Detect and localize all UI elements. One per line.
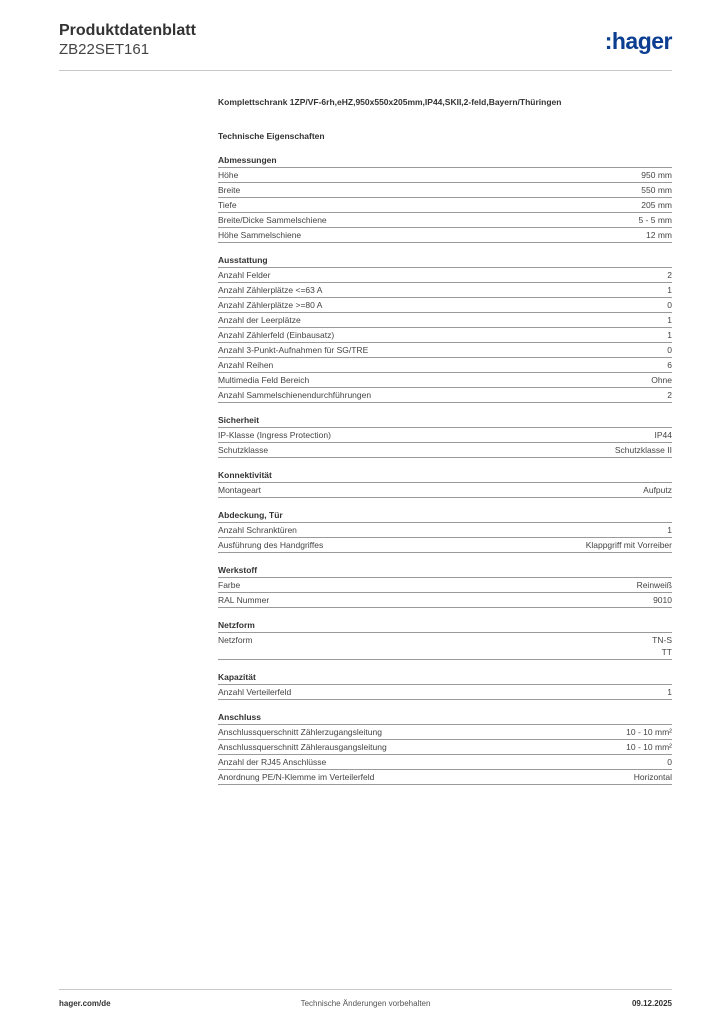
spec-label: Montageart <box>218 485 261 495</box>
section-title: Konnektivität <box>218 468 672 483</box>
spec-value: 6 <box>667 360 672 370</box>
spec-values <box>615 444 672 456</box>
section-title: Sicherheit <box>218 413 672 428</box>
spec-values <box>667 299 672 311</box>
spec-values <box>667 756 672 768</box>
spec-value: 0 <box>667 345 672 355</box>
spec-row <box>218 633 672 660</box>
footer-disclaimer: Technische Änderungen vorbehalten <box>300 999 431 1008</box>
section-title: Netzform <box>218 618 672 633</box>
spec-row <box>218 358 672 373</box>
spec-value: Ohne <box>651 375 672 385</box>
spec-values <box>637 579 672 591</box>
spec-row <box>218 283 672 298</box>
spec-value: 1 <box>667 315 672 325</box>
spec-value: 1 <box>667 525 672 535</box>
spec-label: Anzahl Felder <box>218 270 271 280</box>
spec-value: 1 <box>667 330 672 340</box>
spec-section <box>218 468 672 498</box>
spec-value: 9010 <box>653 595 672 605</box>
spec-row <box>218 183 672 198</box>
spec-content <box>218 95 672 785</box>
spec-values <box>646 229 672 241</box>
spec-values <box>667 524 672 536</box>
spec-values <box>626 741 672 753</box>
spec-row <box>218 343 672 358</box>
spec-row <box>218 578 672 593</box>
spec-value: 0 <box>667 757 672 767</box>
spec-section <box>218 670 672 700</box>
spec-value: Horizontal <box>633 772 672 782</box>
document-title: Produktdatenblatt <box>59 22 196 39</box>
spec-value: 205 mm <box>641 200 672 210</box>
spec-row <box>218 268 672 283</box>
spec-values <box>641 169 672 181</box>
spec-values <box>667 344 672 356</box>
spec-row <box>218 725 672 740</box>
spec-label: Anzahl Verteilerfeld <box>218 687 292 697</box>
spec-label: Anzahl 3-Punkt-Aufnahmen für SG/TRE <box>218 345 369 355</box>
spec-row <box>218 770 672 785</box>
spec-row <box>218 213 672 228</box>
spec-values <box>653 594 672 606</box>
spec-row <box>218 538 672 553</box>
spec-row <box>218 428 672 443</box>
spec-label: Anzahl Reihen <box>218 360 274 370</box>
spec-value: 12 mm <box>646 230 672 240</box>
spec-label: Höhe Sammelschiene <box>218 230 302 240</box>
spec-label: Anzahl Zählerplätze >=80 A <box>218 300 323 310</box>
spec-value: 0 <box>667 300 672 310</box>
spec-value: 1 <box>667 687 672 697</box>
spec-label: Anzahl der Leerplätze <box>218 315 301 325</box>
spec-row <box>218 168 672 183</box>
spec-label: Tiefe <box>218 200 237 210</box>
spec-values <box>641 184 672 196</box>
spec-values <box>641 199 672 211</box>
spec-values <box>651 374 672 386</box>
spec-values <box>655 429 673 441</box>
product-code: ZB22SET161 <box>59 41 150 58</box>
spec-label: Netzform <box>218 635 253 645</box>
spec-value: 550 mm <box>641 185 672 195</box>
spec-label: Anzahl der RJ45 Anschlüsse <box>218 757 327 767</box>
spec-section <box>218 253 672 403</box>
spec-section <box>218 710 672 785</box>
spec-label: Anzahl Sammelschienendurchführungen <box>218 390 372 400</box>
spec-section <box>218 508 672 553</box>
spec-label: Höhe <box>218 170 239 180</box>
spec-values <box>643 484 672 496</box>
spec-row <box>218 740 672 755</box>
spec-value: 2 <box>667 390 672 400</box>
spec-values <box>667 269 672 281</box>
spec-label: IP-Klasse (Ingress Protection) <box>218 430 331 440</box>
section-title: Kapazität <box>218 670 672 685</box>
spec-label: Schutzklasse <box>218 445 269 455</box>
spec-row <box>218 228 672 243</box>
spec-section <box>218 153 672 243</box>
spec-row <box>218 298 672 313</box>
spec-values <box>626 726 672 738</box>
section-title: Abmessungen <box>218 153 672 168</box>
spec-value: Klappgriff mit Vorreiber <box>585 540 672 550</box>
spec-row <box>218 685 672 700</box>
spec-value: TT <box>661 647 672 657</box>
section-title: Abdeckung, Tür <box>218 508 672 523</box>
spec-row <box>218 523 672 538</box>
spec-values <box>652 634 672 658</box>
spec-value: 10 - 10 mm² <box>626 727 672 737</box>
spec-label: Anschlussquerschnitt Zählerzugangsleitung <box>218 727 382 737</box>
spec-values <box>667 284 672 296</box>
spec-value: IP44 <box>654 430 672 440</box>
spec-value: Aufputz <box>643 485 672 495</box>
spec-values <box>667 359 672 371</box>
spec-row <box>218 755 672 770</box>
spec-label: Ausführung des Handgriffes <box>218 540 324 550</box>
spec-row <box>218 593 672 608</box>
spec-label: Anzahl Zählerplätze <=63 A <box>218 285 323 295</box>
spec-value: TN-S <box>652 635 672 645</box>
spec-row <box>218 388 672 403</box>
product-name: Komplettschrank 1ZP/VF-6rh,eHZ,950x550x205mm,IP44,SKII,2-feld,Bayern/Thüringen <box>218 97 562 107</box>
spec-values <box>667 389 672 401</box>
tech-heading: Technische Eigenschaften <box>218 131 325 141</box>
spec-values <box>638 214 672 226</box>
spec-value: 10 - 10 mm² <box>626 742 672 752</box>
page-header <box>59 22 672 71</box>
spec-label: Anzahl Schranktüren <box>218 525 297 535</box>
spec-values <box>634 771 672 783</box>
spec-value: 2 <box>667 270 672 280</box>
spec-label: Breite/Dicke Sammelschiene <box>218 215 327 225</box>
spec-value: 1 <box>667 285 672 295</box>
footer-website: hager.com/de <box>59 999 111 1008</box>
spec-row <box>218 443 672 458</box>
spec-section <box>218 618 672 660</box>
spec-values <box>667 686 672 698</box>
spec-section <box>218 563 672 608</box>
spec-label: Multimedia Feld Bereich <box>218 375 310 385</box>
spec-values <box>667 329 672 341</box>
spec-values <box>586 539 672 551</box>
spec-section <box>218 413 672 458</box>
spec-label: Farbe <box>218 580 241 590</box>
spec-label: Breite <box>218 185 241 195</box>
spec-value: 5 - 5 mm <box>638 215 672 225</box>
section-title: Werkstoff <box>218 563 672 578</box>
spec-label: RAL Nummer <box>218 595 270 605</box>
spec-row <box>218 483 672 498</box>
spec-row <box>218 313 672 328</box>
spec-label: Anschlussquerschnitt Zählerausgangsleitung <box>218 742 387 752</box>
spec-label: Anzahl Zählerfeld (Einbausatz) <box>218 330 335 340</box>
spec-values <box>667 314 672 326</box>
hager-logo: :hager <box>604 28 672 54</box>
spec-label: Anordnung PE/N-Klemme im Verteilerfeld <box>218 772 375 782</box>
section-title: Anschluss <box>218 710 672 725</box>
spec-row <box>218 373 672 388</box>
section-title: Ausstattung <box>218 253 672 268</box>
spec-sections <box>218 153 672 785</box>
page-footer <box>59 989 672 1014</box>
footer-date: 09.12.2025 <box>631 999 672 1008</box>
spec-value: Reinweiß <box>636 580 672 590</box>
spec-row <box>218 328 672 343</box>
spec-row <box>218 198 672 213</box>
spec-value: Schutzklasse II <box>614 445 672 455</box>
spec-value: 950 mm <box>641 170 672 180</box>
